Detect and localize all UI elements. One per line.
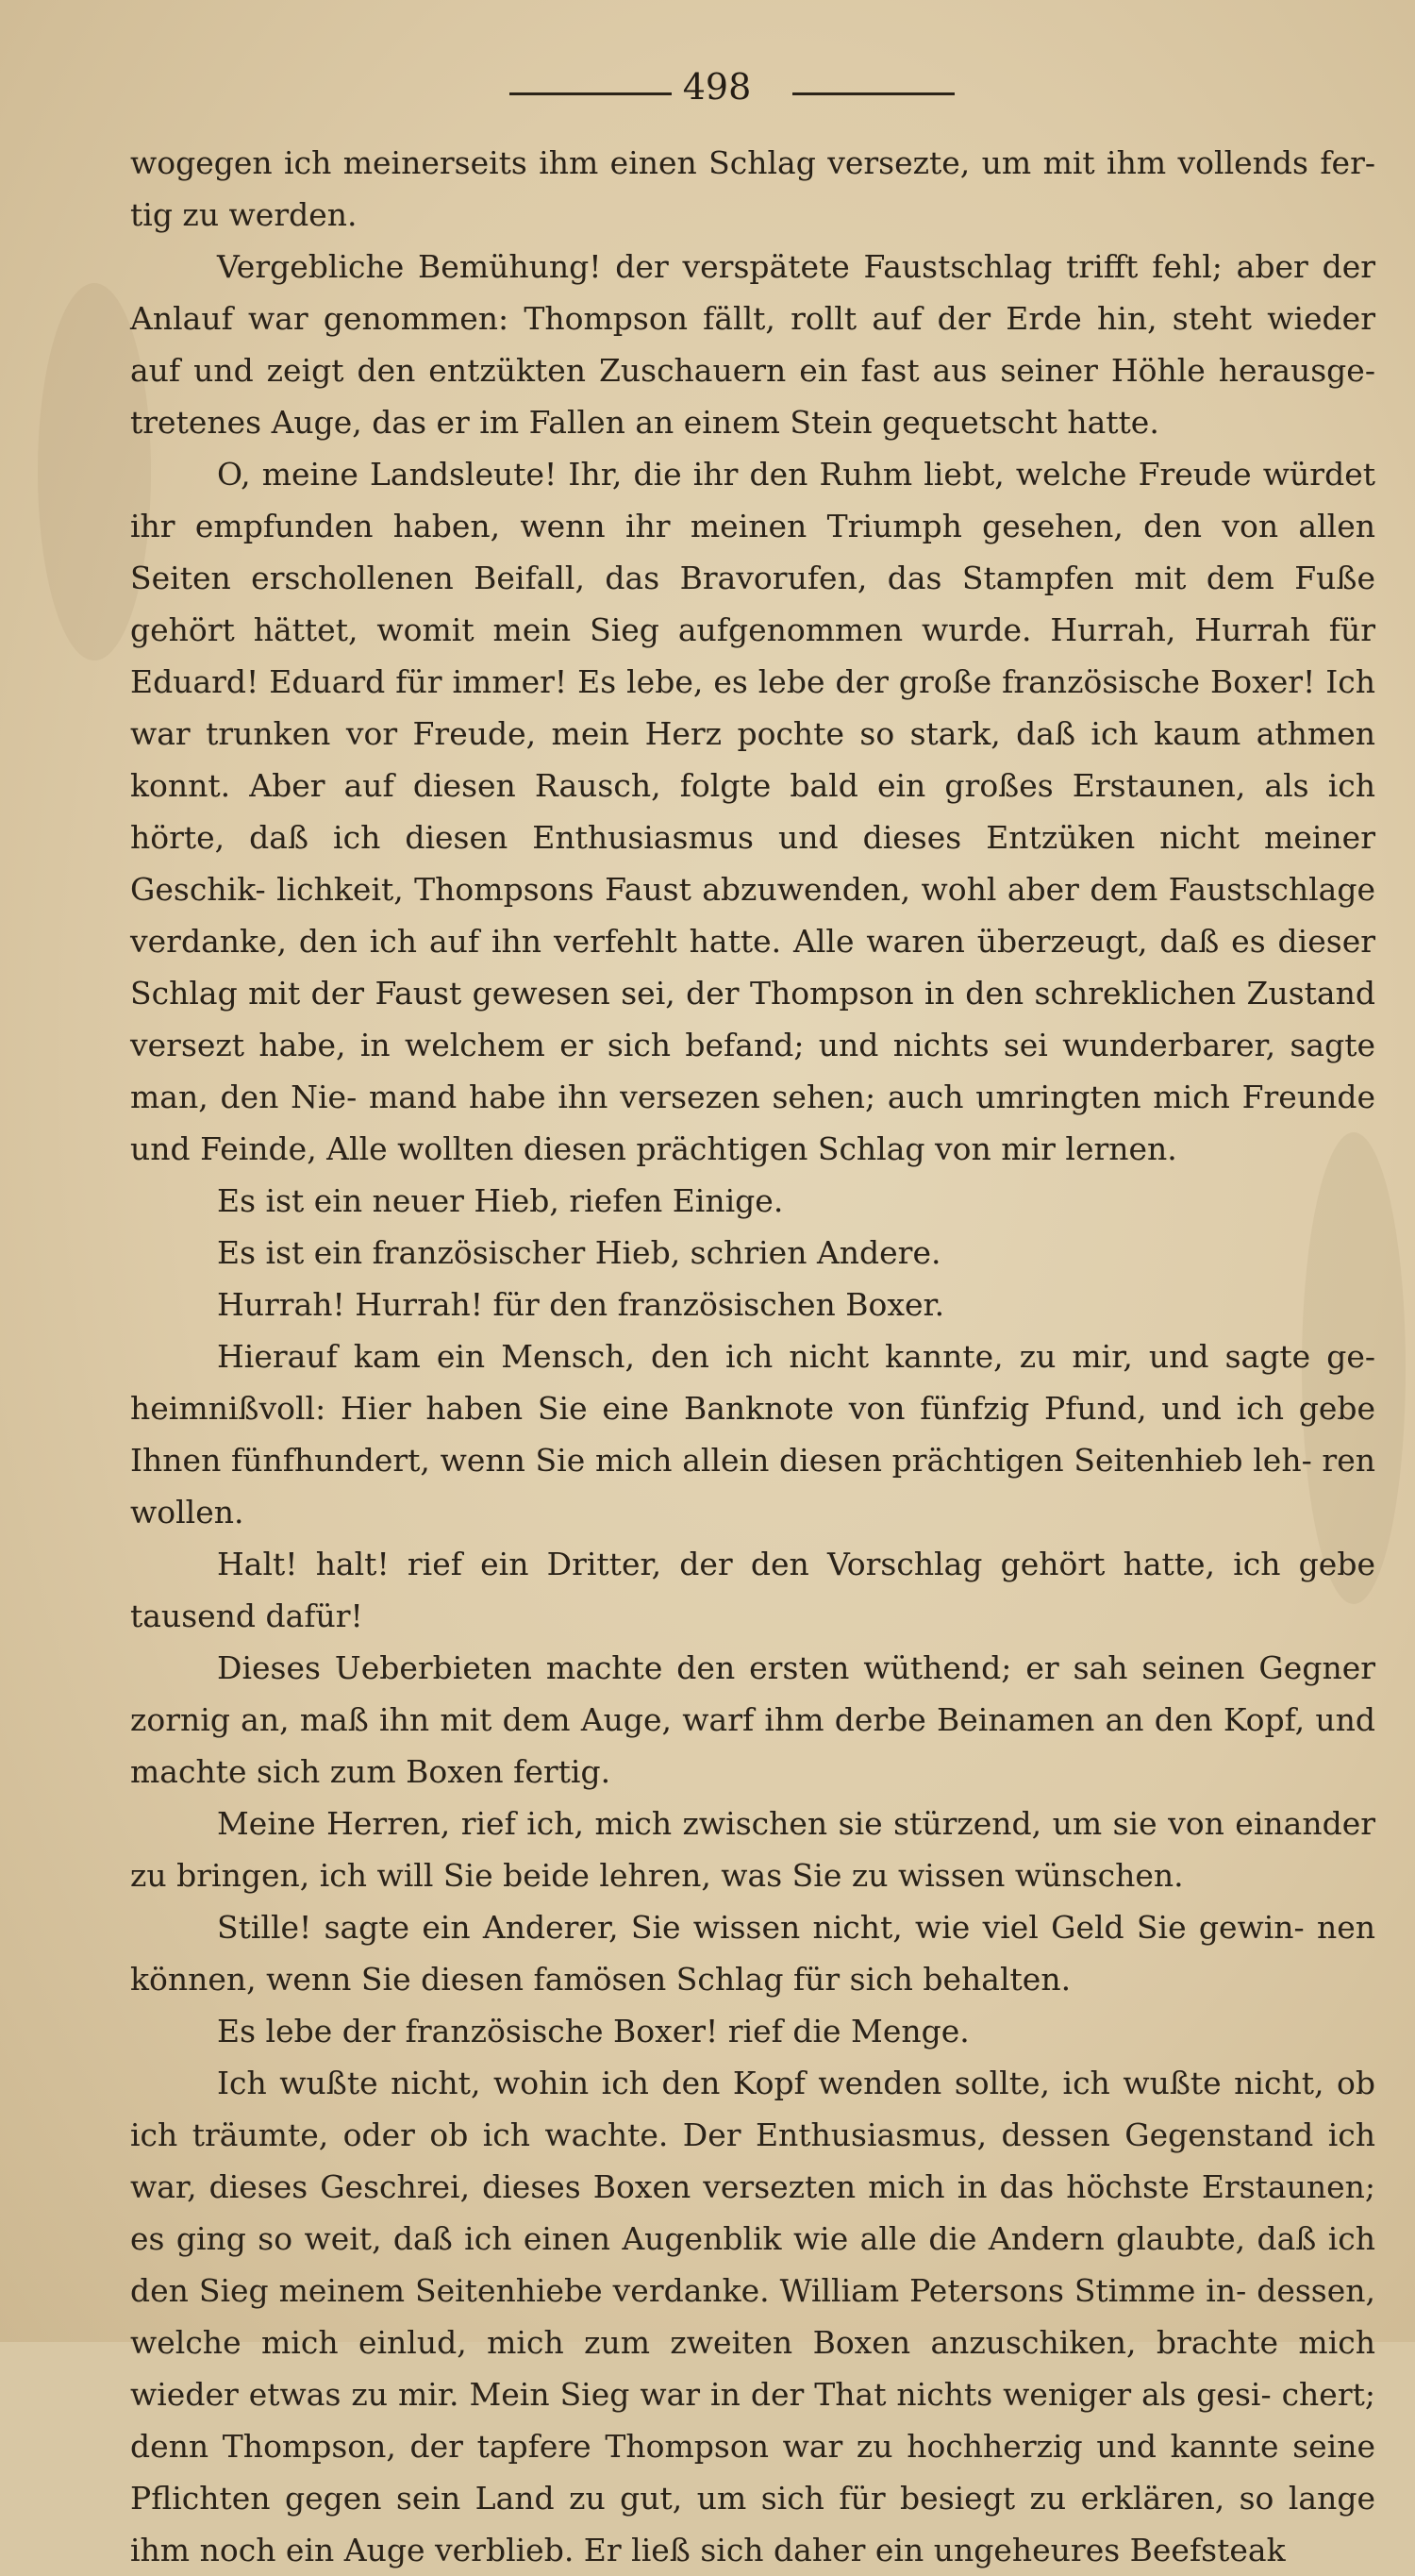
paragraph: Dieses Ueberbieten machte den ersten wüthend; er sah seinen Gegner zornig an, maß ihn mit dem Auge, warf ihm derbe Beinamen an den Kopf, und machte sich zum Boxen fertig. (130, 1649, 1375, 1790)
paragraph: wogegen ich meinerseits ihm einen Schlag versezte, um mit ihm vollends fer- tig zu werden. (130, 144, 1375, 233)
body-text (130, 137, 1375, 2576)
paragraph: Ich wußte nicht, wohin ich den Kopf wenden sollte, ich wußte nicht, ob ich träumte, oder ob ich wachte. Der Enthusiasmus, dessen Gegenstand ich war, dieses Geschrei, dieses Boxen versezten mich in das höchste Erstaunen; es ging so weit, daß ich einen Augenblik wie alle die Andern glaubte, daß ich den Sieg meinem Seitenhiebe verdanke. William Petersons Stimme in- dessen, welche mich einlud, mich zum zweiten Boxen anzuschiken, brachte mich wieder etwas zu mir. Mein Sieg war in der That nichts weniger als gesi- chert; denn Thompson, der tapfere Thompson war zu hochherzig und kannte seine Pflichten gegen sein Land zu gut, um sich für besiegt zu erklären, so lange ihm noch ein Auge verblieb. Er ließ sich daher ein ungeheures Beefsteak (130, 2065, 1375, 2568)
paragraph: Hierauf kam ein Mensch, den ich nicht kannte, zu mir, und sagte ge- heimnißvoll: Hier haben Sie eine Banknote von fünfzig Pfund, und ich gebe Ihnen fünfhundert, wenn Sie mich allein diesen prächtigen Seitenhieb leh- ren wollen. (130, 1338, 1375, 1531)
page-header (0, 66, 1415, 113)
header-rule-right (792, 92, 955, 95)
paragraph: Vergebliche Bemühung! der verspätete Faustschlag trifft fehl; aber der Anlauf war genommen: Thompson fällt, rollt auf der Erde hin, steht wieder auf und zeigt den entzükten Zuschauern ein fast aus seiner Höhle herausge- tretenes Auge, das er im Fallen an einem Stein gequetscht hatte. (130, 248, 1375, 441)
paragraph: Es ist ein neuer Hieb, riefen Einige. (217, 1182, 784, 1219)
paragraph: Meine Herren, rief ich, mich zwischen sie stürzend, um sie von einander zu bringen, ich will Sie beide lehren, was Sie zu wissen wünschen. (130, 1805, 1375, 1894)
paragraph: Es lebe der französische Boxer! rief die Menge. (217, 2013, 970, 2049)
header-rule-left (509, 92, 672, 95)
page-number: 498 (682, 66, 752, 108)
paragraph: Stille! sagte ein Anderer, Sie wissen nicht, wie viel Geld Sie gewin- nen können, wenn Sie diesen famösen Schlag für sich behalten. (130, 1909, 1375, 1998)
paragraph: Halt! halt! rief ein Dritter, der den Vorschlag gehört hatte, ich gebe tausend dafür! (130, 1546, 1375, 1634)
paragraph: Hurrah! Hurrah! für den französischen Boxer. (217, 1286, 945, 1323)
paragraph: Es ist ein französischer Hieb, schrien Andere. (217, 1234, 941, 1271)
paragraph: O, meine Landsleute! Ihr, die ihr den Ruhm liebt, welche Freude würdet ihr empfunden haben, wenn ihr meinen Triumph gesehen, den von allen Seiten erschollenen Beifall, das Bravorufen, das Stampfen mit dem Fuße gehört hättet, womit mein Sieg aufgenommen wurde. Hurrah, Hurrah für Eduard! Eduard für immer! Es lebe, es lebe der große französische Boxer! Ich war trunken vor Freude, mein Herz pochte so stark, daß ich kaum athmen konnt. Aber auf diesen Rausch, folgte bald ein großes Erstaunen, als ich hörte, daß ich diesen Enthusiasmus und dieses Entzüken nicht meiner Geschik- lichkeit, Thompsons Faust abzuwenden, wohl aber dem Faustschlage verdanke, den ich auf ihn verfehlt hatte. Alle waren überzeugt, daß es dieser Schlag mit der Faust gewesen sei, der Thompson in den schreklichen Zustand versezt habe, in welchem er sich befand; und nichts sei wunderbarer, sagte man, den Nie- mand habe ihn versezen sehen; auch umringten mich Freunde und Feinde, Alle wollten diesen prächtigen Schlag von mir lernen. (130, 456, 1375, 1167)
